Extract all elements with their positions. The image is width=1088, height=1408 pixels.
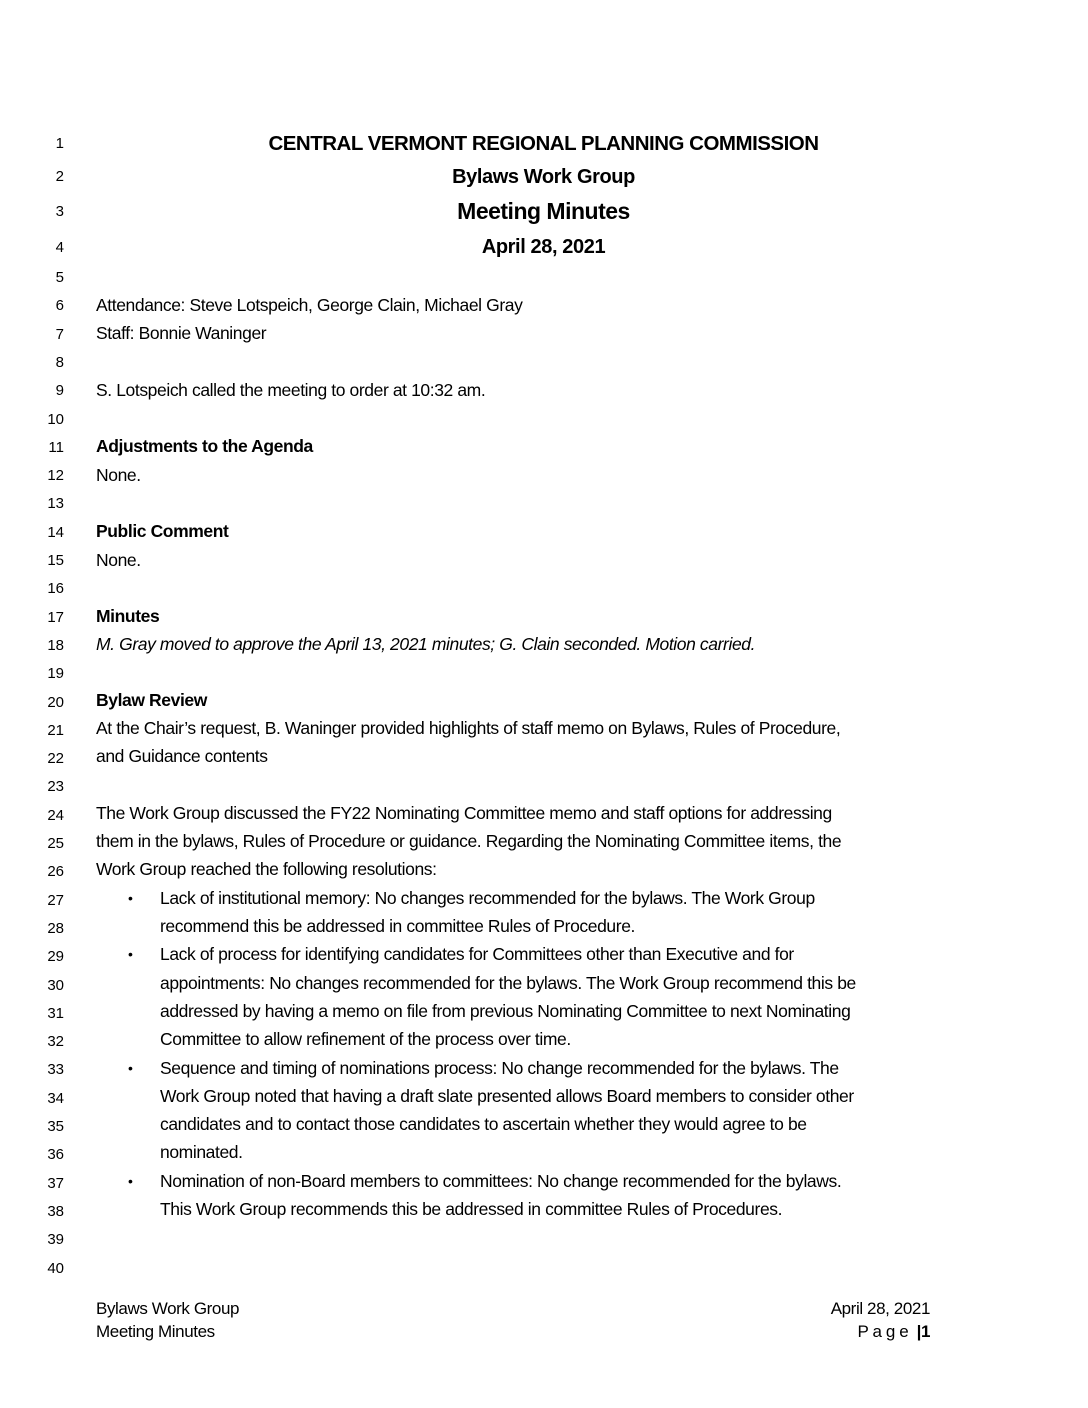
organization-title: CENTRAL VERMONT REGIONAL PLANNING COMMISSION (268, 132, 819, 155)
page-separator: | (916, 1322, 921, 1341)
bullet-item-line: recommend this be addressed in committee Rules of Procedure. (160, 916, 635, 936)
line-number: 3 (55, 203, 64, 220)
line-number: 21 (47, 722, 64, 739)
minutes-motion: M. Gray moved to approve the April 13, 2021 minutes; G. Clain seconded. Motion carried. (96, 634, 756, 654)
line-number: 14 (47, 524, 64, 541)
line-number: 26 (47, 863, 64, 880)
line-number: 27 (47, 892, 64, 909)
section-heading-bylaw-review: Bylaw Review (96, 690, 207, 710)
line-number: 20 (47, 694, 64, 711)
line-number: 1 (55, 135, 64, 152)
bullet-item-line: addressed by having a memo on file from previous Nominating Committee to next Nominating (160, 1001, 851, 1021)
section-heading-adjustments: Adjustments to the Agenda (96, 436, 313, 456)
line-number: 36 (47, 1146, 64, 1163)
bylaw-review-para1-line: and Guidance contents (96, 746, 268, 766)
line-number: 22 (47, 750, 64, 767)
bullet-item-line: Work Group noted that having a draft slate presented allows Board members to consider other (160, 1086, 854, 1106)
line-number: 34 (47, 1090, 64, 1107)
bullet-icon: • (128, 890, 133, 906)
line-number: 23 (47, 778, 64, 795)
page-number: 1 (920, 1322, 930, 1341)
line-number: 16 (47, 580, 64, 597)
line-number: 29 (47, 948, 64, 965)
bullet-item-line: candidates and to contact those candidates to ascertain whether they would agree to be (160, 1114, 807, 1134)
bullet-icon: • (128, 1173, 133, 1189)
bylaw-review-para2-line: Work Group reached the following resolutions: (96, 859, 437, 879)
line-number: 30 (47, 977, 64, 994)
line-number: 18 (47, 637, 64, 654)
line-number: 12 (47, 467, 64, 484)
work-group-title: Bylaws Work Group (452, 166, 635, 188)
line-number: 40 (47, 1260, 64, 1277)
attendance-line: Attendance: Steve Lotspeich, George Clain, Michael Gray (96, 295, 523, 315)
bylaw-review-para1-line: At the Chair’s request, B. Waninger provided highlights of staff memo on Bylaws, Rules of Procedure, (96, 718, 841, 738)
line-number: 4 (55, 239, 64, 256)
bullet-item-line: This Work Group recommends this be addressed in committee Rules of Procedures. (160, 1199, 783, 1219)
staff-line: Staff: Bonnie Waninger (96, 323, 267, 343)
line-number: 39 (47, 1231, 64, 1248)
line-number: 2 (55, 168, 64, 185)
line-number: 17 (47, 609, 64, 626)
line-number: 5 (55, 269, 64, 286)
bylaw-review-para2-line: The Work Group discussed the FY22 Nominating Committee memo and staff options for addressing (96, 803, 832, 823)
bullet-item-line: Lack of institutional memory: No changes recommended for the bylaws. The Work Group (160, 888, 815, 908)
meeting-date: April 28, 2021 (481, 236, 606, 258)
bullet-item-line: Nomination of non-Board members to committees: No change recommended for the bylaws. (160, 1171, 842, 1191)
adjustments-body: None. (96, 465, 141, 485)
line-number: 33 (47, 1061, 64, 1078)
public-comment-body: None. (96, 550, 141, 570)
line-number: 8 (55, 354, 64, 371)
page-label: P a g e (857, 1322, 909, 1341)
line-number: 9 (55, 382, 64, 399)
footer-group-name: Bylaws Work Group (96, 1299, 240, 1318)
line-number: 6 (55, 297, 64, 314)
footer-date: April 28, 2021 (830, 1299, 930, 1318)
bylaw-review-para2-line: them in the bylaws, Rules of Procedure or guidance. Regarding the Nominating Committee items, the (96, 831, 842, 851)
line-number: 38 (47, 1203, 64, 1220)
call-to-order: S. Lotspeich called the meeting to order at 10:32 am. (96, 380, 486, 400)
bullet-item-line: Committee to allow refinement of the process over time. (160, 1029, 571, 1049)
line-number: 19 (47, 665, 64, 682)
bullet-icon: • (128, 946, 133, 962)
bullet-item-line: Lack of process for identifying candidates for Committees other than Executive and for (160, 944, 794, 964)
bullet-icon: • (128, 1060, 133, 1076)
line-number: 24 (47, 807, 64, 824)
line-number: 35 (47, 1118, 64, 1135)
footer-page-number (857, 1321, 930, 1343)
line-number: 11 (48, 439, 64, 456)
footer-doc-type: Meeting Minutes (96, 1322, 215, 1341)
line-number: 37 (47, 1175, 64, 1192)
line-number: 28 (47, 920, 64, 937)
document-title: Meeting Minutes (457, 198, 630, 224)
line-number: 31 (47, 1005, 64, 1022)
line-number: 32 (47, 1033, 64, 1050)
line-number: 10 (47, 411, 64, 428)
bullet-item-line: appointments: No changes recommended for the bylaws. The Work Group recommend this be (160, 973, 856, 993)
section-heading-public-comment: Public Comment (96, 521, 229, 541)
line-number: 13 (47, 495, 64, 512)
section-heading-minutes: Minutes (96, 606, 160, 626)
line-number: 7 (55, 326, 64, 343)
line-number: 25 (47, 835, 64, 852)
line-number: 15 (47, 552, 64, 569)
bullet-item-line: nominated. (160, 1142, 243, 1162)
bullet-item-line: Sequence and timing of nominations process: No change recommended for the bylaws. The (160, 1058, 839, 1078)
